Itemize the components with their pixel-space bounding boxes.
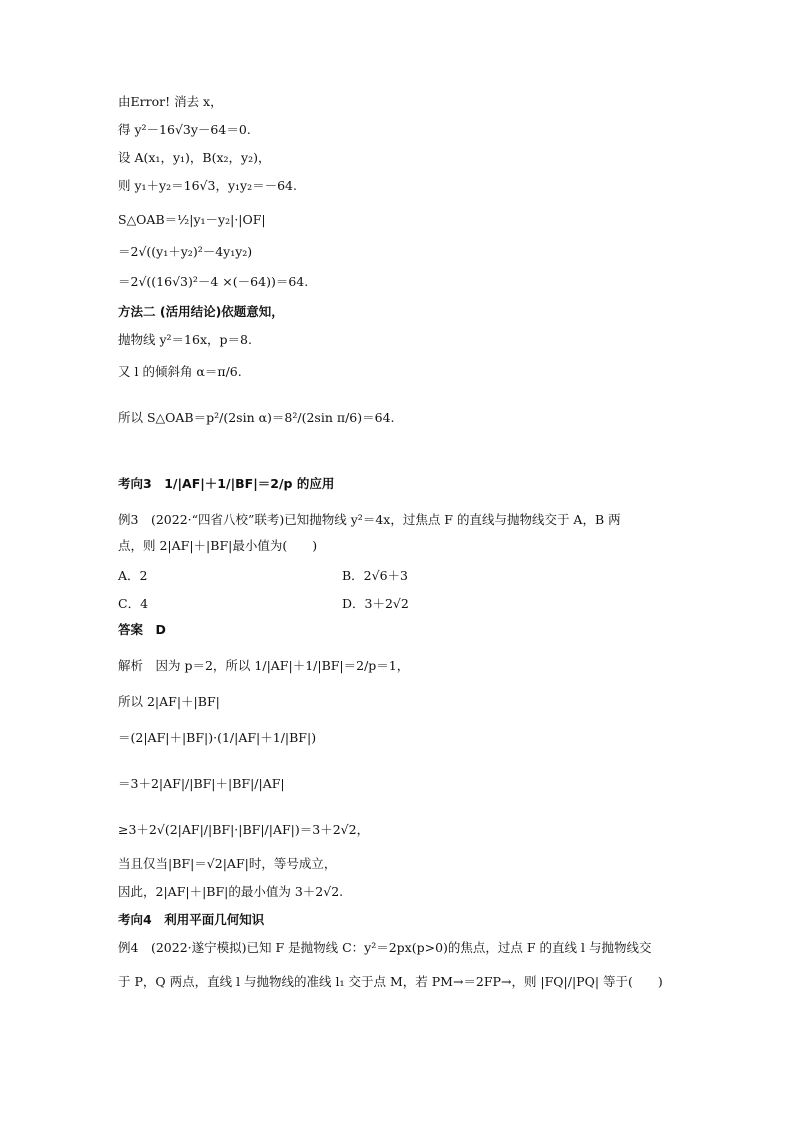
option-c: C．4 bbox=[118, 596, 149, 611]
example-text: 例3 (2022·“四省八校”联考)已知抛物线 y²＝4x，过焦点 F 的直线与抛物线交于 A，B 两 bbox=[118, 512, 621, 527]
solution-line: 因此，2|AF|＋|BF|的最小值为 3＋2√2. bbox=[118, 884, 344, 899]
section-heading: 考向3 1/|AF|＋1/|BF|＝2/p 的应用 bbox=[118, 476, 335, 491]
math-line: ＝2√((16√3)²－4 ×(－64))＝64. bbox=[118, 274, 309, 289]
text-line: 由Error! 消去 x， bbox=[118, 94, 223, 109]
solution-line: ＝(2|AF|＋|BF|)·(1/|AF|＋1/|BF|) bbox=[118, 730, 317, 745]
text-line: 抛物线 y²＝16x，p＝8. bbox=[118, 332, 252, 347]
example-text: 例4 (2022·遂宁模拟)已知 F 是抛物线 C：y²＝2px(p>0)的焦点，过点 F 的直线 l 与抛物线交 bbox=[118, 940, 652, 955]
section-heading: 考向4 利用平面几何知识 bbox=[118, 912, 265, 927]
option-d: D．3＋2√2 bbox=[342, 596, 409, 611]
solution-line: 解析 因为 p＝2，所以 1/|AF|＋1/|BF|＝2/p＝1， bbox=[118, 658, 410, 673]
example-text: 于 P，Q 两点，直线 l 与抛物线的准线 l₁ 交于点 M，若 PM→＝2FP→，则 |FQ|/|PQ| 等于( ) bbox=[118, 974, 663, 989]
text-line: 得 y²－16√3y－64＝0. bbox=[118, 122, 251, 137]
solution-line: ≥3＋2√(2|AF|/|BF|·|BF|/|AF|)＝3＋2√2， bbox=[118, 822, 370, 837]
example-text: 点，则 2|AF|＋|BF|最小值为( ) bbox=[118, 538, 318, 553]
solution-line: 当且仅当|BF|＝√2|AF|时，等号成立， bbox=[118, 856, 337, 871]
text-line: 则 y₁＋y₂＝16√3，y₁y₂＝－64. bbox=[118, 178, 297, 193]
math-line: S△OAB＝½|y₁－y₂|·|OF| bbox=[118, 212, 266, 227]
option-b: B．2√6＋3 bbox=[342, 568, 409, 583]
solution-line: 所以 2|AF|＋|BF| bbox=[118, 694, 220, 709]
math-line: 所以 S△OAB＝p²/(2sin α)＝8²/(2sin π/6)＝64. bbox=[118, 410, 395, 425]
method-heading: 方法二 (活用结论)依题意知， bbox=[118, 304, 284, 319]
text-line: 设 A(x₁，y₁)，B(x₂，y₂)， bbox=[118, 150, 271, 165]
solution-line: ＝3＋2|AF|/|BF|＋|BF|/|AF| bbox=[118, 776, 285, 791]
math-line: ＝2√((y₁＋y₂)²－4y₁y₂) bbox=[118, 244, 253, 259]
answer-label: 答案 D bbox=[118, 622, 166, 637]
option-a: A．2 bbox=[118, 568, 148, 583]
text-line: 又 l 的倾斜角 α＝π/6. bbox=[118, 364, 242, 379]
